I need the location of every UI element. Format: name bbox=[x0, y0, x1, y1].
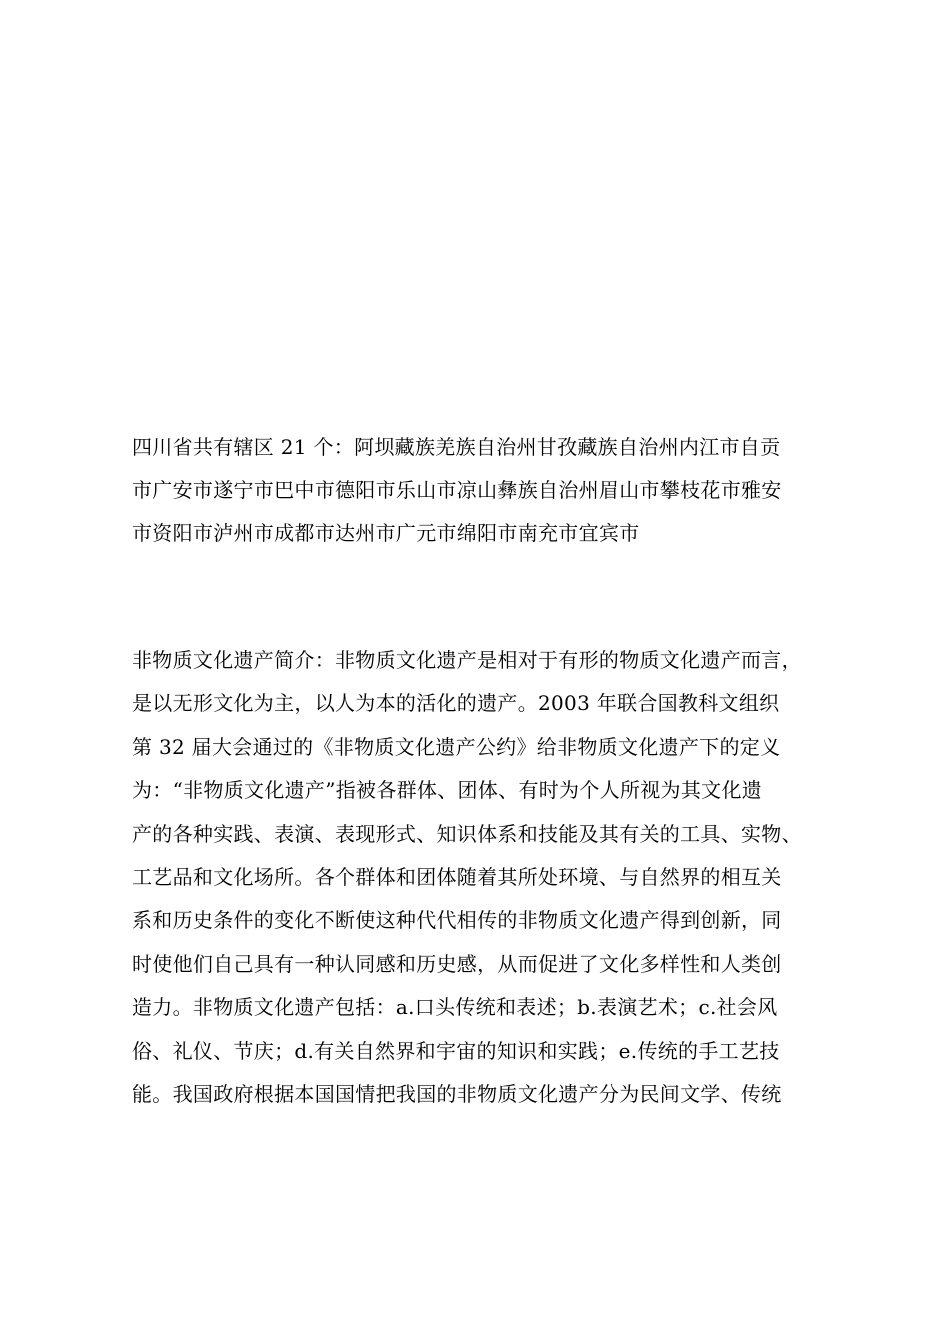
text-line: 能。我国政府根据本国国情把我国的非物质文化遗产分为民间文学、传统 bbox=[132, 1081, 782, 1106]
text-line: 工艺品和文化场所。各个群体和团体随着其所处环境、与自然界的相互关 bbox=[132, 864, 782, 889]
text-line: 四川省共有辖区 21 个：阿坝藏族羌族自治州甘孜藏族自治州内江市自贡 bbox=[132, 435, 781, 459]
text-line: 市广安市遂宁市巴中市德阳市乐山市凉山彝族自治州眉山市攀枝花市雅安 bbox=[132, 478, 782, 502]
text-line: 俗、礼仪、节庆；d.有关自然界和宇宙的知识和实践；e.传统的手工艺技 bbox=[132, 1038, 780, 1063]
text-line: 非物质文化遗产简介：非物质文化遗产是相对于有形的物质文化遗产而言， bbox=[132, 648, 802, 672]
text-line: 产的各种实践、表演、表现形式、知识体系和技能及其有关的工具、实物、 bbox=[132, 821, 802, 846]
text-line: 第 32 届大会通过的《非物质文化遗产公约》给非物质文化遗产下的定义 bbox=[132, 734, 781, 759]
text-line: 为：“非物质文化遗产”指被各群体、团体、有时为个人所视为其文化遗 bbox=[132, 778, 763, 803]
text-line: 是以无形文化为主，以人为本的活化的遗产。2003 年联合国教科文组织 bbox=[132, 691, 780, 716]
text-line: 时使他们自己具有一种认同感和历史感，从而促进了文化多样性和人类创 bbox=[132, 951, 782, 976]
paragraph-sichuan-districts bbox=[132, 426, 822, 555]
text-line: 造力。非物质文化遗产包括：a.口头传统和表述；b.表演艺术；c.社会风 bbox=[132, 995, 778, 1020]
text-line: 市资阳市泸州市成都市达州市广元市绵阳市南充市宜宾市 bbox=[132, 521, 640, 545]
text-line: 系和历史条件的变化不断使这种代代相传的非物质文化遗产得到创新，同 bbox=[132, 908, 782, 933]
paragraph-intangible-heritage bbox=[132, 639, 822, 1116]
